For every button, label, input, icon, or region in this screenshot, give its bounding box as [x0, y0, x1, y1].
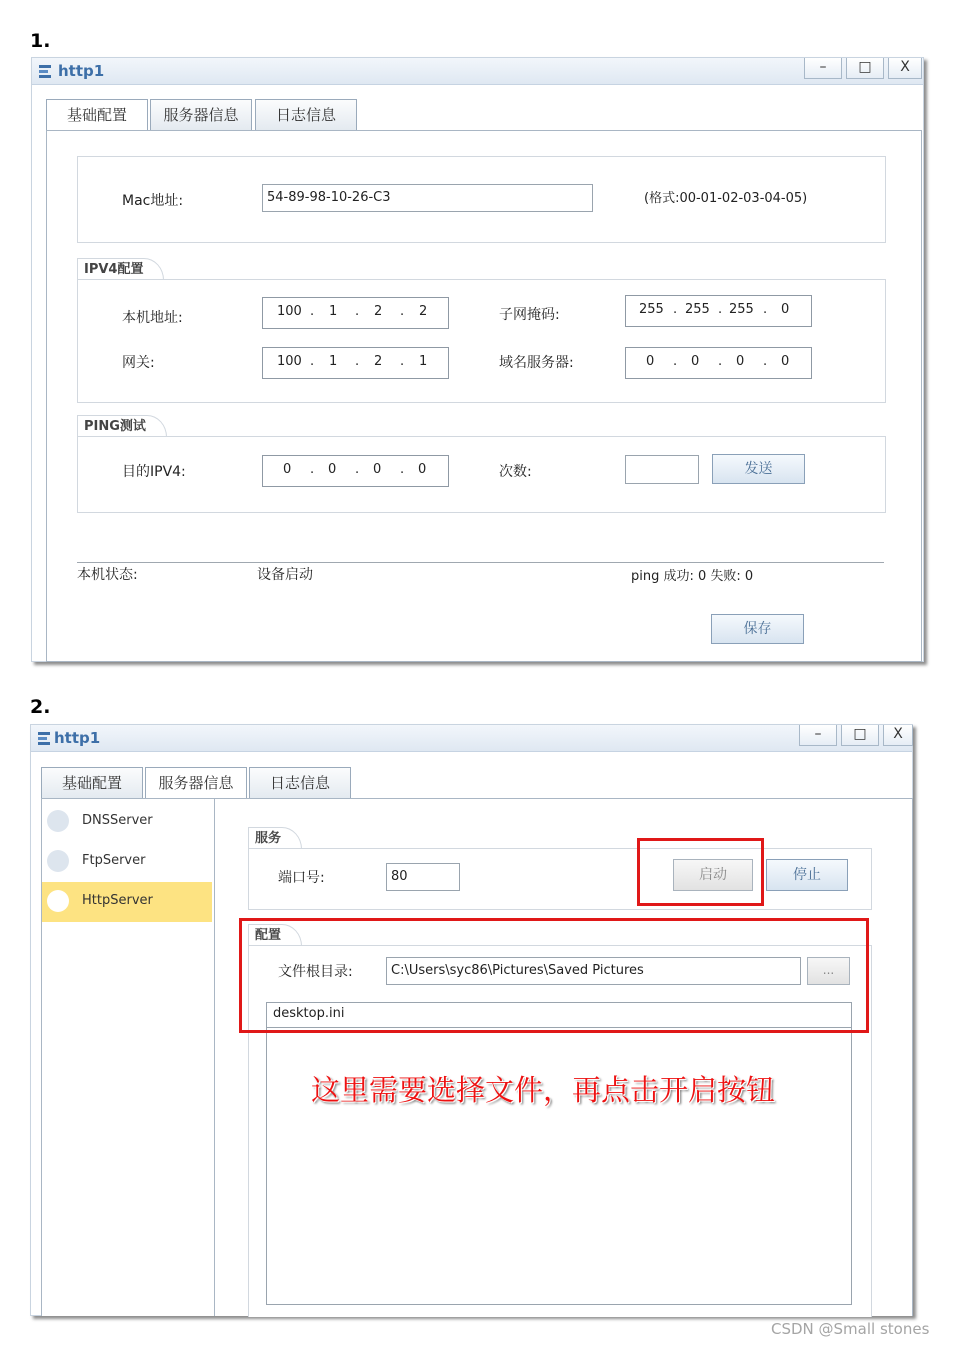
close-button[interactable]: X — [883, 725, 913, 746]
start-button-highlight — [637, 838, 764, 906]
dns-input[interactable]: 0 . 0 . 0 . 0 — [625, 347, 812, 379]
browse-button[interactable]: ... — [807, 957, 850, 985]
step-2-label: 2. — [30, 696, 51, 718]
root-dir-label: 文件根目录: — [278, 964, 353, 980]
server-status-icon — [47, 810, 69, 832]
title-bar — [31, 725, 912, 752]
mask-input[interactable]: 255 . 255 . 255 . 0 — [625, 295, 812, 327]
sidebar-item-dnsserver[interactable]: DNSServer — [42, 802, 212, 842]
ping-target-input[interactable]: 0 . 0 . 0 . 0 — [262, 455, 449, 487]
tab-server-info[interactable]: 服务器信息 — [150, 99, 252, 130]
watermark: CSDN @Small stones — [771, 1320, 930, 1338]
app-icon — [38, 63, 54, 79]
window-title: http1 — [54, 729, 101, 747]
send-button[interactable]: 发送 — [712, 454, 805, 484]
mac-input[interactable]: 54-89-98-10-26-C3 — [262, 184, 593, 212]
gateway-label: 网关: — [122, 355, 155, 371]
mac-format-hint: (格式:00-01-02-03-04-05) — [644, 191, 808, 206]
service-group — [248, 848, 872, 910]
ping-result: ping 成功: 0 失败: 0 — [631, 569, 754, 584]
file-list[interactable] — [266, 1002, 852, 1305]
port-label: 端口号: — [278, 870, 325, 886]
root-dir-input[interactable]: C:\Users\syc86\Pictures\Saved Pictures — [386, 957, 801, 985]
minimize-button[interactable]: – — [804, 58, 842, 79]
list-item[interactable]: desktop.ini — [267, 1003, 851, 1028]
local-ip-label: 本机地址: — [122, 310, 183, 326]
status-divider — [77, 562, 884, 563]
mac-label: Mac地址: — [122, 193, 184, 209]
ping-section-title: PING测试 — [77, 415, 167, 438]
dns-label: 域名服务器: — [499, 355, 574, 371]
close-button[interactable]: X — [888, 58, 922, 79]
annotation-note: 这里需要选择文件，再点击开启按钮 — [311, 1073, 776, 1107]
sidebar-item-httpserver[interactable]: HttpServer — [42, 882, 212, 922]
config-section-title: 配置 — [248, 924, 302, 947]
ping-count-input[interactable] — [625, 455, 699, 484]
ping-group — [77, 436, 886, 513]
step-1-label: 1. — [30, 30, 51, 52]
server-status-icon — [47, 890, 69, 912]
title-bar — [32, 58, 923, 85]
start-button[interactable]: 启动 — [673, 859, 753, 891]
save-button[interactable]: 保存 — [711, 614, 804, 644]
server-status-icon — [47, 850, 69, 872]
mac-group — [77, 156, 886, 243]
ipv4-section-title: IPV4配置 — [77, 258, 164, 281]
service-section-title: 服务 — [248, 827, 302, 850]
tab-basic-config[interactable]: 基础配置 — [46, 99, 148, 131]
local-ip-input[interactable]: 100 . 1 . 2 . 2 — [262, 297, 449, 329]
port-input[interactable]: 80 — [386, 863, 460, 891]
window-basic-config — [31, 57, 924, 662]
tab-server-info[interactable]: 服务器信息 — [145, 767, 247, 799]
app-icon — [37, 730, 53, 746]
gateway-input[interactable]: 100 . 1 . 2 . 1 — [262, 347, 449, 379]
sidebar-item-ftpserver[interactable]: FtpServer — [42, 842, 212, 882]
maximize-button[interactable]: □ — [846, 58, 884, 79]
ipv4-group — [77, 279, 886, 403]
tab-basic-config[interactable]: 基础配置 — [41, 767, 143, 798]
basic-config-panel — [46, 130, 922, 662]
server-info-panel — [41, 798, 913, 1316]
ping-count-label: 次数: — [499, 464, 532, 480]
tab-log-info[interactable]: 日志信息 — [249, 767, 351, 798]
server-sidebar — [42, 799, 215, 1316]
stop-button[interactable]: 停止 — [766, 859, 848, 891]
window-title: http1 — [58, 62, 105, 80]
minimize-button[interactable]: – — [799, 725, 837, 746]
tab-log-info[interactable]: 日志信息 — [255, 99, 357, 130]
ping-target-label: 目的IPV4: — [122, 464, 186, 480]
config-highlight — [239, 918, 869, 1033]
status-value: 设备启动 — [257, 567, 313, 583]
maximize-button[interactable]: □ — [841, 725, 879, 746]
status-label: 本机状态: — [77, 567, 138, 583]
mask-label: 子网掩码: — [499, 307, 560, 323]
